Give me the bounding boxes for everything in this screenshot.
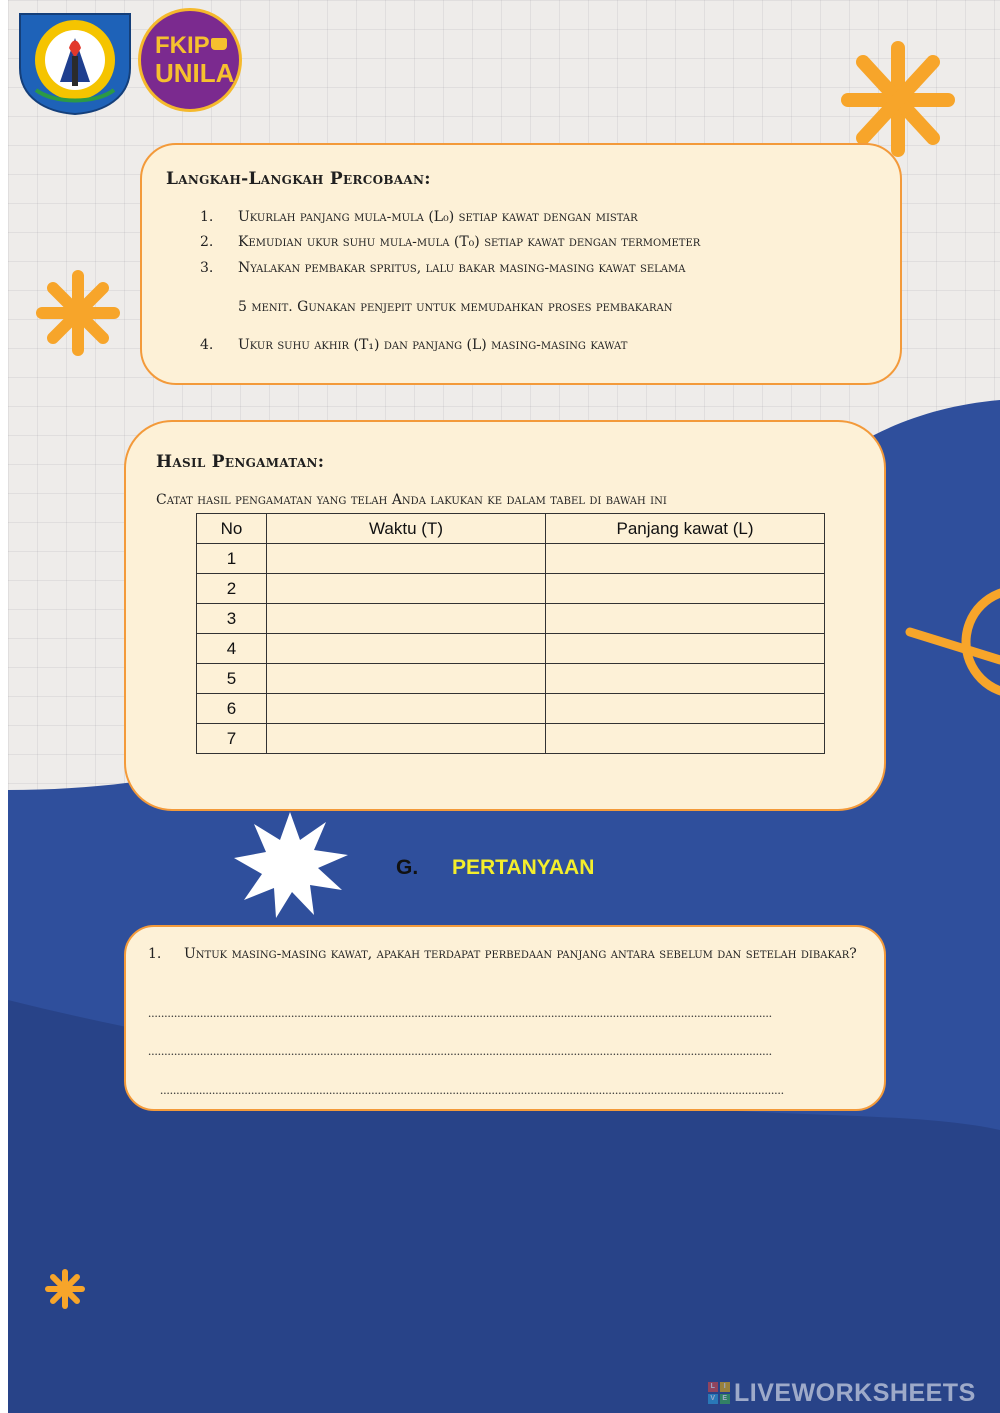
question-number: 1.	[148, 946, 162, 962]
liveworksheets-watermark	[708, 1380, 976, 1406]
column-header-length: Panjang kawat (L)	[546, 514, 825, 544]
wm-icon-letter: I	[720, 1382, 730, 1392]
step-number: 3.	[200, 260, 214, 276]
section-title: PERTANYAAN	[452, 856, 595, 879]
step-text: Nyalakan pembakar spritus, lalu bakar masing-masing kawat selama	[238, 260, 686, 276]
fkip-logo-line1: FKIP	[155, 32, 210, 59]
entry-cell[interactable]	[267, 544, 546, 574]
question-text: Untuk masing-masing kawat, apakah terdapat perbedaan panjang antara sebelum dan setelah dibakar?	[184, 946, 857, 962]
step-text: Ukurlah panjang mula-mula (L₀) setiap kawat dengan mistar	[238, 209, 638, 225]
table-row	[197, 634, 825, 664]
row-number-cell: 1	[197, 544, 267, 574]
row-number-cell: 3	[197, 604, 267, 634]
entry-cell[interactable]	[267, 634, 546, 664]
step-text: Kemudian ukur suhu mula-mula (T₀) setiap kawat dengan termometer	[238, 234, 701, 250]
entry-cell[interactable]	[267, 604, 546, 634]
entry-cell[interactable]	[267, 724, 546, 754]
table-row	[197, 574, 825, 604]
column-header-no: No	[197, 514, 267, 544]
entry-cell[interactable]	[267, 694, 546, 724]
step-number: 4.	[200, 337, 214, 353]
table-row	[197, 604, 825, 634]
entry-cell[interactable]	[546, 634, 825, 664]
column-header-time: Waktu (T)	[267, 514, 546, 544]
step-text: 5 menit. Gunakan penjepit untuk memudahkan proses pembakaran	[238, 299, 673, 315]
orange-asterisk-top-right	[848, 48, 948, 150]
orange-asterisk-small	[48, 1272, 82, 1306]
step-text: Ukur suhu akhir (T₁) dan panjang (L) masing-masing kawat	[238, 337, 628, 353]
entry-cell[interactable]	[546, 544, 825, 574]
row-number-cell: 6	[197, 694, 267, 724]
answer-line[interactable]: ................................................................................................................................................................................................	[148, 1043, 772, 1058]
wm-icon-letter: E	[720, 1394, 730, 1404]
section-letter: G.	[396, 856, 419, 879]
observation-instruction: Catat hasil pengamatan yang telah Anda lakukan ke dalam tabel di bawah ini	[156, 492, 667, 508]
observation-table-body	[197, 544, 825, 754]
liveworksheets-logo-icon	[708, 1382, 730, 1404]
answer-line[interactable]: ................................................................................................................................................................................................	[160, 1082, 784, 1097]
step-number: 2.	[200, 234, 214, 250]
entry-cell[interactable]	[546, 694, 825, 724]
worksheet-page	[8, 0, 1000, 1413]
steps-panel	[140, 143, 902, 385]
observation-panel	[124, 420, 886, 811]
entry-cell[interactable]	[546, 574, 825, 604]
table-row	[197, 664, 825, 694]
wm-icon-letter: L	[708, 1382, 718, 1392]
wm-icon-letter: V	[708, 1394, 718, 1404]
row-number-cell: 7	[197, 724, 267, 754]
entry-cell[interactable]	[546, 664, 825, 694]
answer-line[interactable]: ................................................................................................................................................................................................	[148, 1005, 772, 1020]
watermark-text: LIVEWORKSHEETS	[734, 1378, 976, 1407]
observation-table	[196, 513, 825, 754]
table-row	[197, 544, 825, 574]
entry-cell[interactable]	[546, 604, 825, 634]
university-lampung-logo	[14, 8, 136, 118]
fkip-unila-logo	[138, 8, 242, 112]
observation-panel-title: Hasil Pengamatan:	[156, 452, 325, 472]
entry-cell[interactable]	[267, 574, 546, 604]
question-panel	[124, 925, 886, 1111]
step-number: 1.	[200, 209, 214, 225]
row-number-cell: 5	[197, 664, 267, 694]
table-row	[197, 724, 825, 754]
table-row	[197, 694, 825, 724]
crown-icon	[211, 38, 227, 50]
entry-cell[interactable]	[267, 664, 546, 694]
row-number-cell: 4	[197, 634, 267, 664]
row-number-cell: 2	[197, 574, 267, 604]
orange-asterisk-left	[42, 276, 114, 350]
table-header-row	[197, 514, 825, 544]
entry-cell[interactable]	[546, 724, 825, 754]
fkip-logo-line2: UNILA	[155, 58, 235, 88]
steps-panel-title: Langkah-Langkah Percobaan:	[166, 169, 431, 189]
